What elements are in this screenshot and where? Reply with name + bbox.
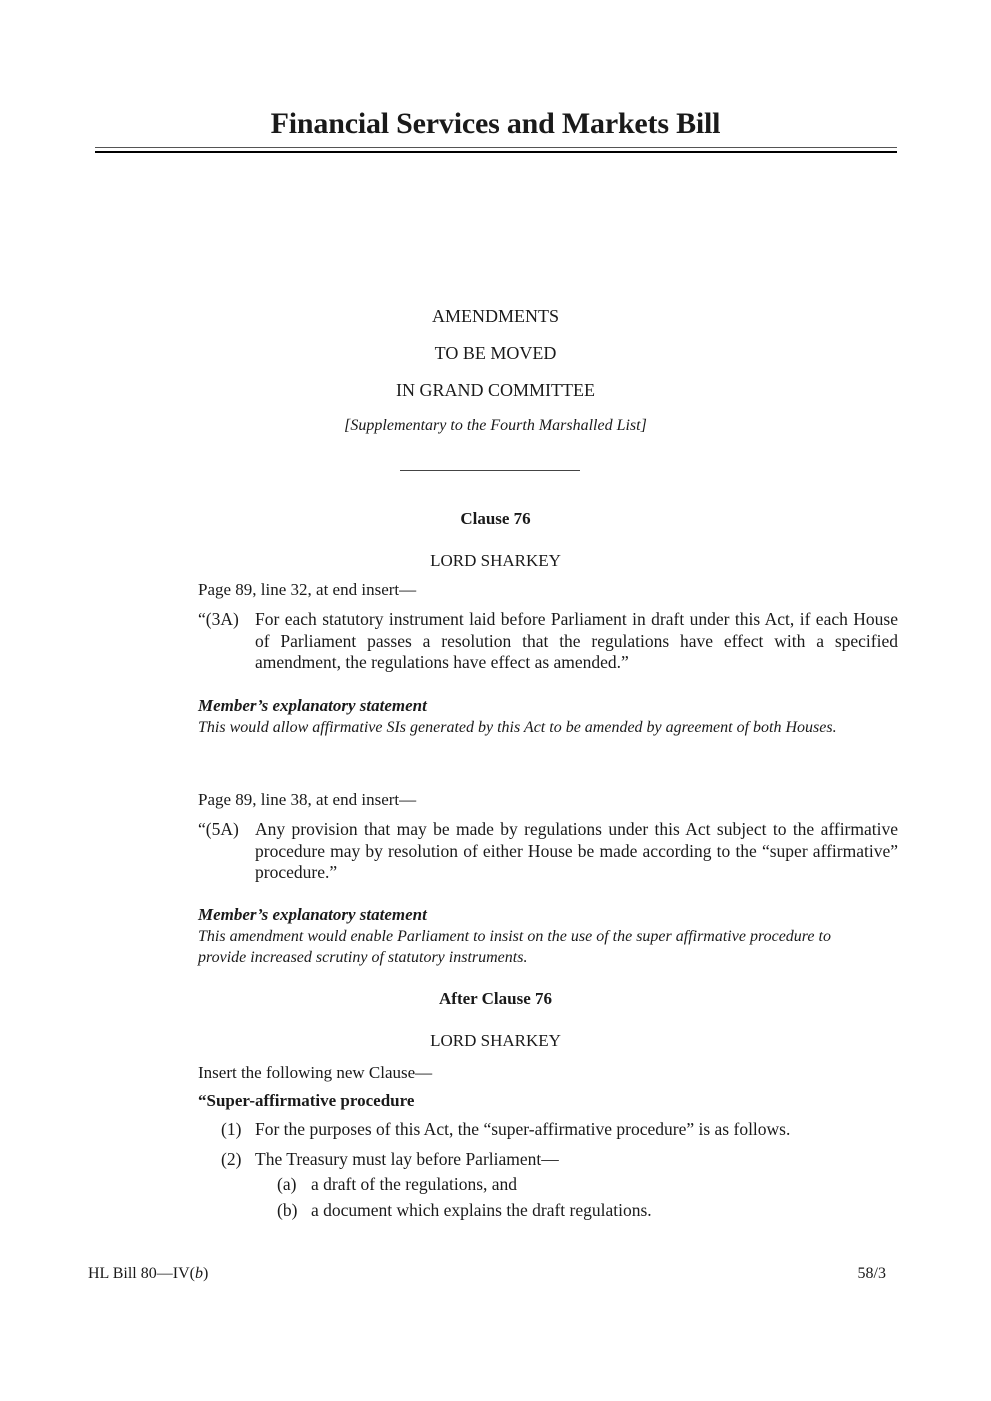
title-rule-thick xyxy=(95,151,897,153)
section-divider xyxy=(400,470,580,471)
title-rule-thin xyxy=(95,147,897,148)
paragraph-item xyxy=(277,1174,897,1195)
bill-reference-italic: b xyxy=(194,1265,203,1282)
subsection-text: For the purposes of this Act, the “super-affirmative procedure” is as follows. xyxy=(255,1119,791,1139)
subsection-number: (1) xyxy=(221,1119,242,1139)
amendment-instruction: Page 89, line 32, at end insert— xyxy=(198,580,417,599)
clause-heading: Clause 76 xyxy=(460,509,531,528)
member-name: LORD SHARKEY xyxy=(430,1031,561,1050)
paragraph-number: (a) xyxy=(277,1174,297,1194)
new-clause-title: “Super-affirmative procedure xyxy=(198,1091,415,1110)
new-clause-instruction: Insert the following new Clause— xyxy=(198,1063,433,1082)
page-reference: 58/3 xyxy=(857,1265,886,1282)
explanatory-statement-heading: Member’s explanatory statement xyxy=(198,696,427,715)
amendment-text: Any provision that may be made by regulations under this Act subject to the affirmative procedure may by resolution of either House be made according to the “super affirmative” procedure.” xyxy=(255,819,898,882)
heading-to-be-moved: TO BE MOVED xyxy=(434,343,557,363)
bill-reference xyxy=(88,1265,208,1283)
amendment-number: “(5A) xyxy=(198,819,239,839)
explanatory-statement-text: This amendment would enable Parliament to insist on the use of the super affirmative procedure to provide increased scrutiny of statutory instruments. xyxy=(198,928,831,966)
paragraph-text: a draft of the regulations, and xyxy=(311,1174,518,1194)
paragraph-number: (b) xyxy=(277,1200,298,1220)
subsection xyxy=(221,1149,901,1170)
paragraph-item xyxy=(277,1200,897,1221)
heading-amendments: AMENDMENTS xyxy=(431,306,559,326)
amendment-number: “(3A) xyxy=(198,609,239,629)
clause-heading: After Clause 76 xyxy=(439,989,552,1008)
subsection xyxy=(221,1119,901,1140)
heading-grand-committee: IN GRAND COMMITTEE xyxy=(396,380,595,400)
subsection-text: The Treasury must lay before Parliament— xyxy=(255,1149,559,1169)
amendment-text-block xyxy=(198,609,898,674)
document-title: Financial Services and Markets Bill xyxy=(270,107,721,140)
member-name: LORD SHARKEY xyxy=(430,551,561,570)
bill-reference-suffix: ) xyxy=(202,1265,209,1282)
subsection-number: (2) xyxy=(221,1149,242,1169)
paragraph-text: a document which explains the draft regulations. xyxy=(311,1200,652,1220)
heading-subtitle: [Supplementary to the Fourth Marshalled List] xyxy=(344,417,647,434)
amendment-instruction: Page 89, line 38, at end insert— xyxy=(198,790,417,809)
amendment-text: For each statutory instrument laid before Parliament in draft under this Act, if each House of Parliament passes a resolution that the regulations have effect with a specified amendment, the regulations have effect as amended.” xyxy=(255,609,898,672)
explanatory-statement-text: This would allow affirmative SIs generated by this Act to be amended by agreement of both Houses. xyxy=(198,719,837,736)
bill-reference-prefix: HL Bill 80—IV( xyxy=(88,1265,195,1282)
amendment-text-block xyxy=(198,819,898,884)
explanatory-statement-heading: Member’s explanatory statement xyxy=(198,905,427,924)
